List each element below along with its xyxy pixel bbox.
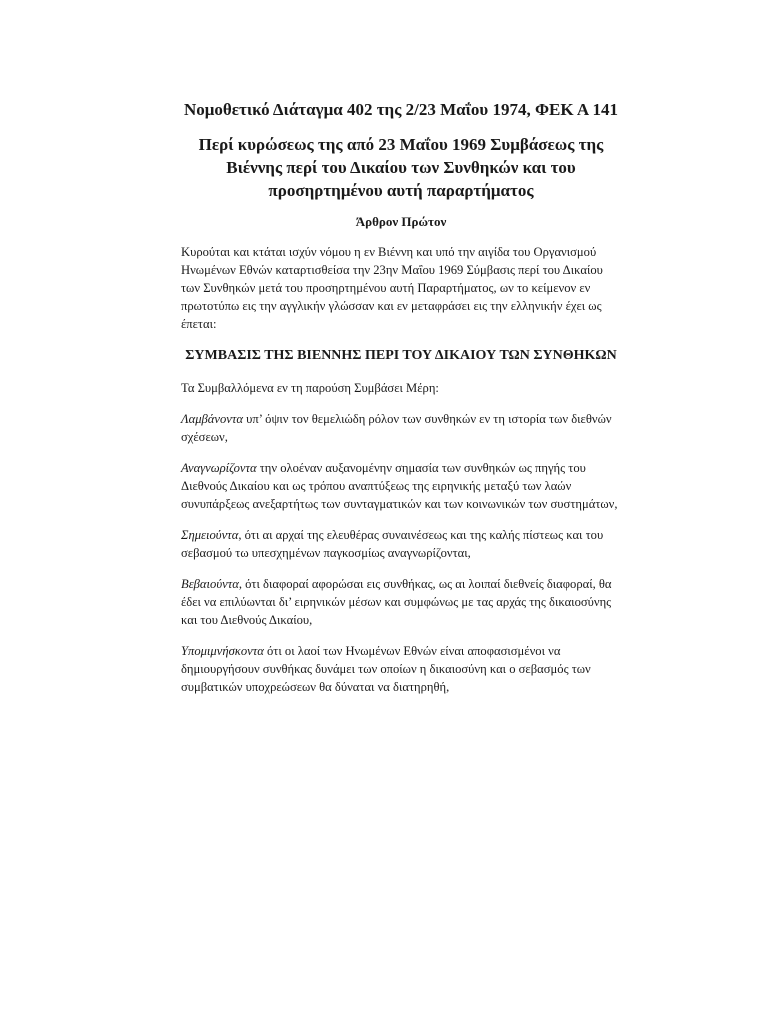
recital-lead: Βεβαιούντα (181, 577, 239, 591)
recital-lead: Υπομιμνήσκοντα (181, 644, 264, 658)
recital-text: , ότι αι αρχαί της ελευθέρας συναινέσεως και της καλής πίστεως και του σεβασμού τω υπεσχημένων παγκοσμίως αναγνωρίζονται, (181, 528, 604, 560)
convention-title: ΣΥΜΒΑΣΙΣ ΤΗΣ ΒΙΕΝΝΗΣ ΠΕΡΙ ΤΟΥ ΔΙΚΑΙΟΥ ΤΩΝ ΣΥΝΘΗΚΩΝ (185, 348, 617, 363)
document-title: Νομοθετικό Διάταγμα 402 της 2/23 Μαΐου 1974, ΦΕΚ Α 141 (183, 100, 619, 119)
recital-text: ότι οι λαοί των Ηνωμένων Εθνών είναι αποφασισμένοι να δημιουργήσουν συνθήκας δυνάμει των οποίων η δικαιοσύνη και ο σεβασμός των συμβατικών υποχρεώσεων θα δύναται να διατηρηθή, (181, 644, 591, 694)
recital-lead: Σημειούντα (181, 528, 239, 542)
document-subtitle: Περί κυρώσεως της από 23 Μαΐου 1969 Συμβάσεως της Βιέννης περί του Δικαίου των Συνθηκών και του προσηρτημένου αυτή παραρτήματος (198, 135, 604, 200)
recital-lead: Αναγνωρίζοντα (181, 461, 257, 475)
recital-paragraph (181, 459, 621, 513)
article-heading: Άρθρον Πρώτον (355, 214, 447, 229)
recital-paragraph (181, 642, 621, 696)
recital-paragraph (181, 575, 621, 629)
parties-intro: Τα Συμβαλλόμενα εν τη παρούση Συμβάσει Μέρη: (181, 381, 439, 395)
document-page (181, 98, 621, 709)
recital-lead: Λαμβάνοντα (181, 412, 244, 426)
recital-text: υπ’ όψιν τον θεμελιώδη ρόλον των συνθηκών εν τη ιστορία των διεθνών σχέσεων, (181, 412, 612, 444)
recital-text: , ότι διαφοραί αφορώσαι εις συνθήκας, ως αι λοιπαί διεθνείς διαφοραί, θα έδει να επιλύωνται δι’ ειρηνικών μέσων και συμφώνως με τας αρχάς της δικαιοσύνης και του Διεθνούς Δικαίου, (181, 577, 612, 627)
recital-text: την ολοέναν αυξανομένην σημασία των συνθηκών ως πηγής του Διεθνούς Δικαίου και ως τρόπου αναπτύξεως της ειρηνικής μεταξύ των λαών συνυπάρξεως ανεξαρτήτως των συνταγματικών και των κοινωνικών των συστημάτων, (181, 461, 618, 511)
recital-paragraph (181, 526, 621, 562)
recital-paragraph (181, 410, 621, 446)
article-text: Κυρούται και κτάται ισχύν νόμου η εν Βιέννη και υπό την αιγίδα του Οργανισμού Ηνωμένων Εθνών καταρτισθείσα την 23ην Μαΐου 1969 Σύμβασις περί του Δικαίου των Συνθηκών μετά του προσηρτημένου αυτή Παραρτήματος, ων το κείμενον εν πρωτοτύπω εις την αγγλικήν γλώσσαν και εν μεταφράσει εις την ελληνικήν έχει ως έπεται: (181, 245, 603, 331)
